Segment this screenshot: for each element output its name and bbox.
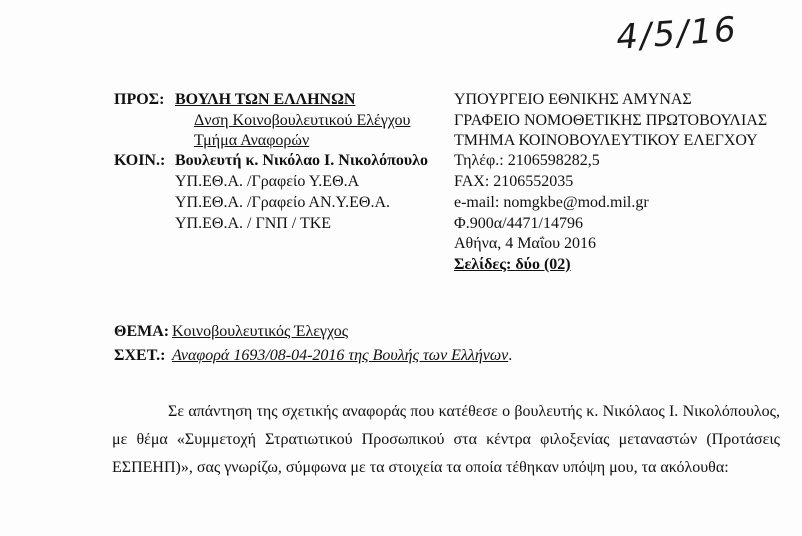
sender-ref: Φ.900α/4471/14796 (454, 215, 583, 232)
cc-line: Βουλευτή κ. Νικόλαο Ι. Νικολόπουλο (175, 152, 428, 169)
cc-line: ΥΠ.ΕΘ.Α. /Γραφείο Υ.ΕΘ.Α (175, 173, 360, 190)
handwritten-date: 4/5/16 (615, 9, 739, 58)
subject-text: Κοινοβουλευτικός Έλεγχος (172, 323, 349, 340)
relation-text: Αναφορά 1693/08-04-2016 της Βουλής των Ελλήνων (172, 347, 509, 364)
relation-label: ΣΧΕΤ.: (114, 347, 166, 364)
to-dept-2: Τμήμα Αναφορών (194, 132, 310, 149)
sender-ministry: ΥΠΟΥΡΓΕΙΟ ΕΘΝΙΚΗΣ ΑΜΥΝΑΣ (454, 91, 692, 108)
to-name: ΒΟΥΛΗ ΤΩΝ ΕΛΛΗΝΩΝ (175, 91, 356, 108)
cc-line: ΥΠ.ΕΘ.Α. / ΓΝΠ / ΤΚΕ (175, 215, 332, 232)
to-label: ΠΡΟΣ: (114, 91, 165, 108)
relation-line (172, 346, 512, 366)
sender-phone: Τηλέφ.: 2106598282,5 (454, 152, 600, 169)
cc-line: ΥΠ.ΕΘ.Α. /Γραφείο ΑΝ.Υ.ΕΘ.Α. (175, 194, 390, 211)
sender-pages: Σελίδες: δύο (02) (454, 256, 571, 273)
sender-fax: FAX: 2106552035 (454, 173, 574, 190)
body-paragraph: Σε απάντηση της σχετικής αναφοράς που κατέθεσε ο βουλευτής κ. Νικόλαος Ι. Νικολόπουλος, με θέμα «Συμμετοχή Στρατιωτικού Προσωπικού στα κέντρα φιλοξενίας μεταναστών (Προτάσεις ΕΣΠΕΗΠ)», σας γνωρίζω, σύμφωνα με τα στοιχεία τα οποία τέθηκαν υπόψη μου, τα ακόλουθα: (112, 403, 780, 476)
sender-office: ΓΡΑΦΕΙΟ ΝΟΜΟΘΕΤΙΚΗΣ ΠΡΩΤΟΒΟΥΛΙΑΣ (454, 112, 768, 129)
subject-label: ΘΕΜΑ: (114, 323, 170, 340)
relation-trailing: . (508, 347, 513, 364)
sender-place-date: Αθήνα, 4 Μαΐου 2016 (454, 235, 597, 252)
sender-email: e-mail: nomgkbe@mod.mil.gr (454, 194, 649, 211)
letter-body (112, 398, 780, 482)
cc-label: ΚΟΙΝ.: (114, 152, 166, 169)
sender-dept: ΤΜΗΜΑ ΚΟΙΝΟΒΟΥΛΕΥΤΙΚΟΥ ΕΛΕΓΧΟΥ (454, 132, 758, 149)
to-dept-1: Δνση Κοινοβουλευτικού Ελέγχου (194, 112, 411, 129)
